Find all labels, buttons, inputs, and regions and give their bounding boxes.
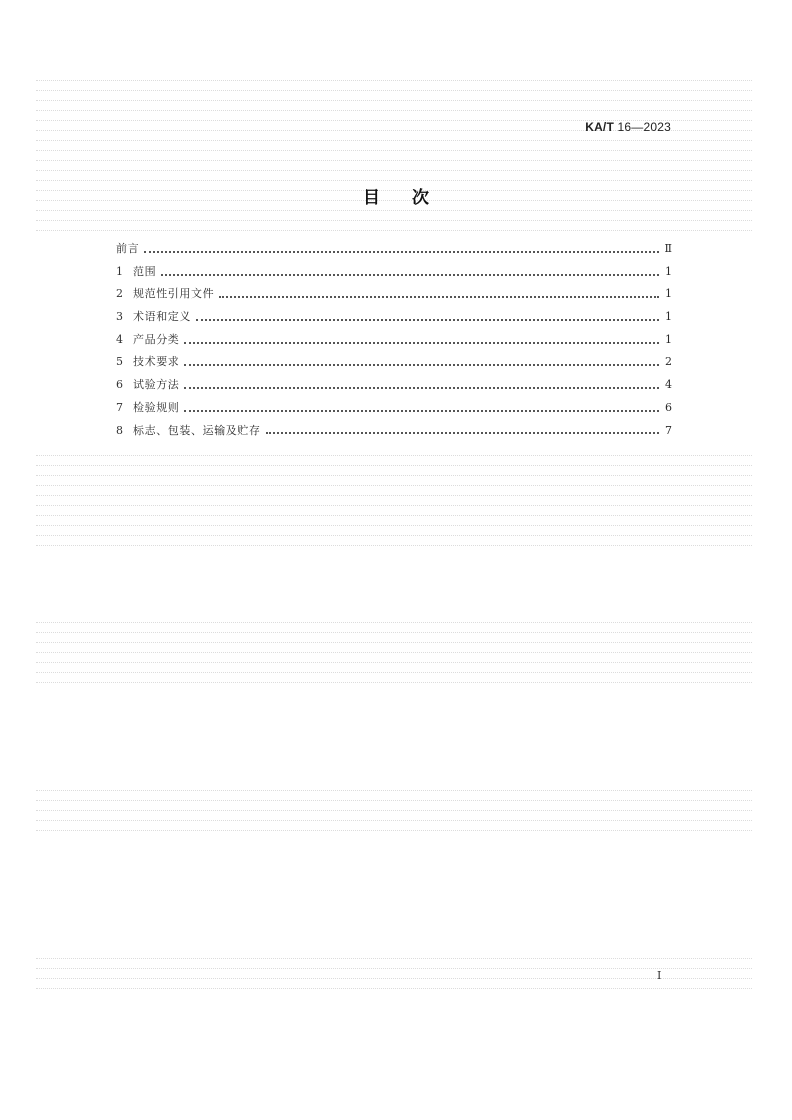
toc-entry[interactable]: [116, 420, 672, 443]
toc-entry-number: 1: [116, 264, 123, 278]
toc-entry-page: Ⅱ: [664, 242, 672, 255]
toc-leader-dots: [184, 386, 659, 389]
scan-artifact-band: [36, 80, 752, 240]
toc-entry-label: 产品分类: [133, 332, 180, 346]
toc-entry[interactable]: [116, 374, 672, 397]
toc-entry-label: 前言: [116, 242, 140, 255]
page-number: I: [657, 969, 662, 982]
toc-entry[interactable]: [116, 283, 672, 306]
toc-leader-dots: [196, 318, 659, 321]
toc-entry-page: 1: [665, 332, 672, 346]
toc-entry[interactable]: [116, 306, 672, 329]
scan-artifact-band: [36, 958, 752, 998]
toc-leader-dots: [184, 363, 659, 366]
toc-entry-page: 1: [665, 310, 672, 324]
table-of-contents: [116, 238, 672, 442]
toc-leader-dots: [184, 409, 659, 412]
toc-title: 目次: [363, 188, 461, 208]
toc-entry-number: 5: [116, 355, 123, 369]
toc-entry-page: 7: [665, 423, 672, 437]
toc-entry-page: 1: [665, 264, 672, 278]
toc-entry-label: 规范性引用文件: [133, 287, 215, 301]
toc-entry[interactable]: [116, 238, 672, 261]
toc-entry[interactable]: [116, 351, 672, 374]
standard-prefix: KA/T: [585, 120, 614, 134]
toc-entry-label: 试验方法: [133, 378, 180, 392]
standard-code: [585, 120, 671, 134]
toc-leader-dots: [184, 341, 659, 344]
toc-leader-dots: [161, 273, 659, 276]
toc-entry-number: 8: [116, 423, 123, 437]
standard-number: 16—2023: [617, 120, 671, 134]
toc-entry-number: 6: [116, 378, 123, 392]
toc-entry-number: 2: [116, 287, 123, 301]
toc-entry[interactable]: [116, 397, 672, 420]
toc-entry-label: 标志、包装、运输及贮存: [133, 423, 261, 437]
toc-entry[interactable]: [116, 261, 672, 284]
toc-entry[interactable]: [116, 329, 672, 352]
toc-entry-page: 2: [665, 355, 672, 369]
scan-artifact-band: [36, 455, 752, 555]
scan-artifact-band: [36, 790, 752, 840]
toc-entry-number: 3: [116, 310, 123, 324]
toc-entry-page: 1: [665, 287, 672, 301]
toc-entry-number: 4: [116, 332, 123, 346]
toc-entry-label: 术语和定义: [133, 310, 191, 324]
toc-entry-label: 检验规则: [133, 400, 180, 414]
toc-leader-dots: [144, 250, 659, 253]
toc-entry-label: 技术要求: [133, 355, 180, 369]
toc-leader-dots: [219, 295, 659, 298]
toc-entry-number: 7: [116, 400, 123, 414]
toc-entry-page: 6: [665, 400, 672, 414]
toc-entry-label: 范围: [133, 264, 157, 278]
scan-artifact-band: [36, 622, 752, 692]
toc-leader-dots: [266, 431, 659, 434]
toc-entry-page: 4: [665, 378, 672, 392]
